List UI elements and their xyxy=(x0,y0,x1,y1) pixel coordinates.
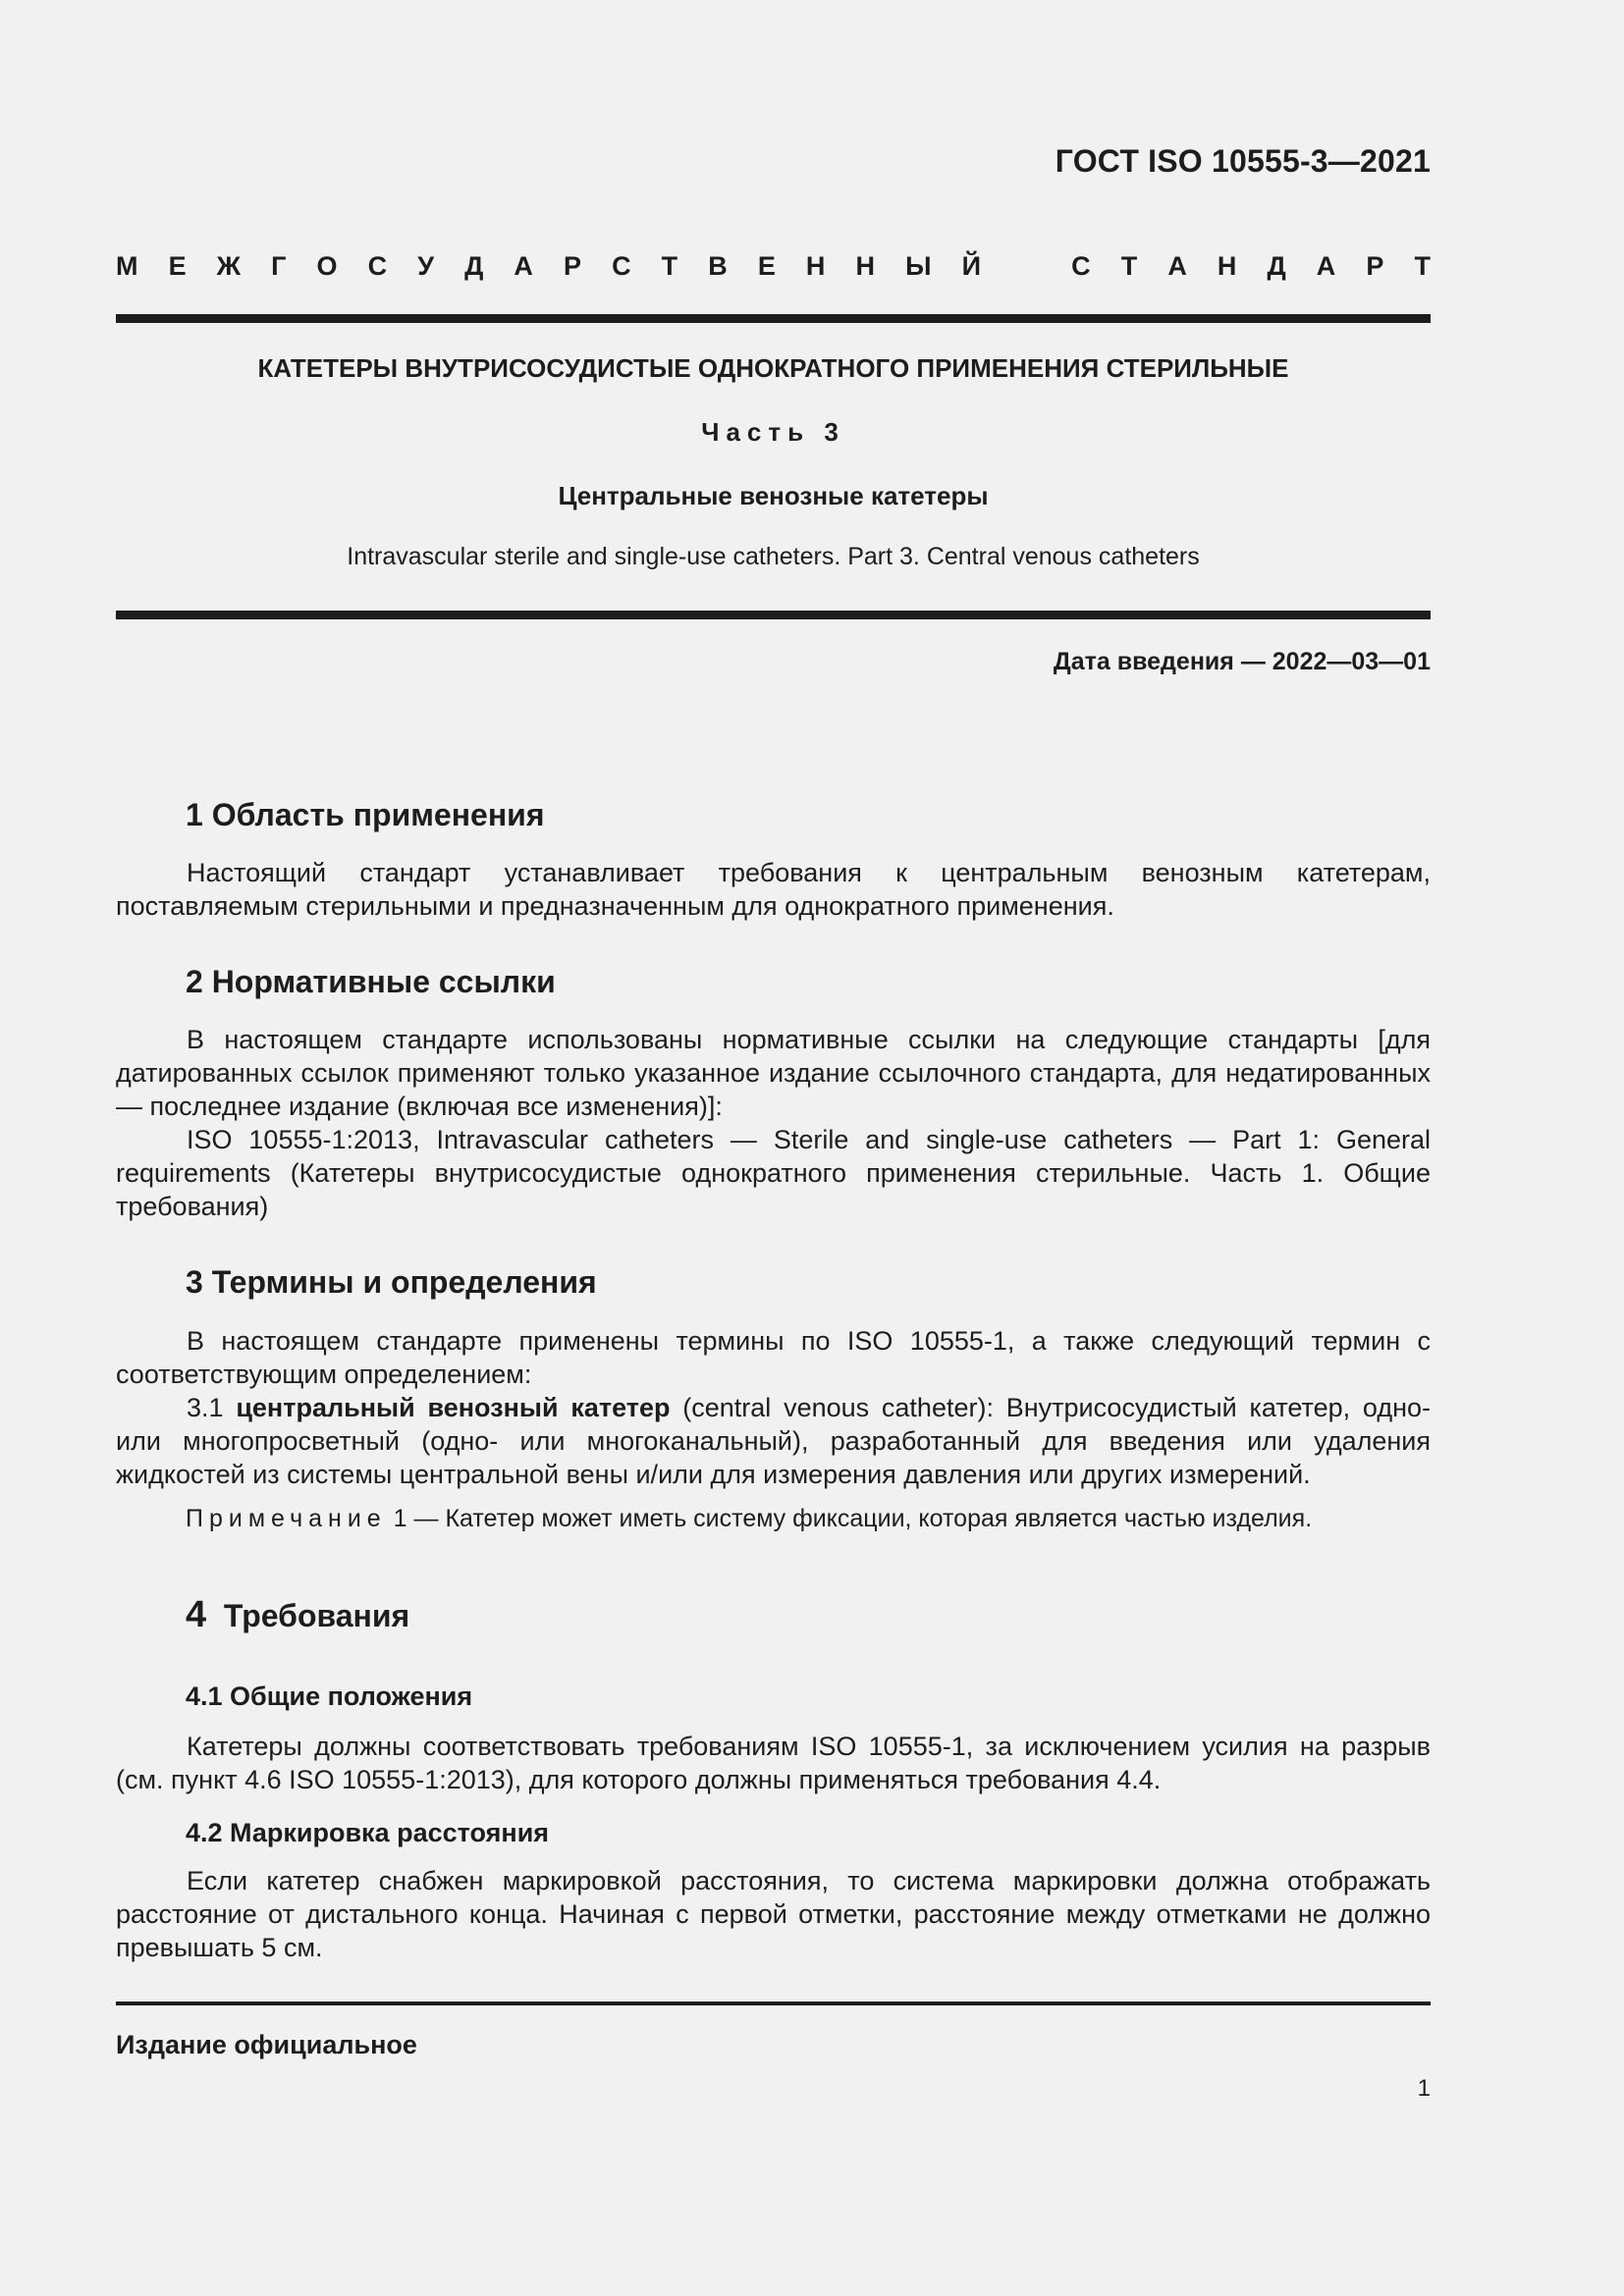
paragraph: Если катетер снабжен маркировкой расстояния, то система маркировки должна отображать расстояние от дистального конца. Начиная с первой отметки, расстояние между отметками не должно превышать 5 см. xyxy=(116,1866,1431,1962)
footer-rule xyxy=(116,2002,1431,2005)
interstate-word-letter: У xyxy=(417,251,435,281)
paragraph: Настоящий стандарт устанавливает требования к центральным венозным катетерам, поставляемым стерильными и предназначенным для однократного применения. xyxy=(116,858,1431,921)
standard-word-letter: А xyxy=(1316,251,1336,281)
page-number: 1 xyxy=(1417,2075,1431,2102)
note-label: Примечание xyxy=(186,1505,387,1532)
gost-code: ГОСТ ISO 10555-3—2021 xyxy=(1055,143,1431,179)
term-definition xyxy=(116,1391,1431,1491)
english-title: Intravascular sterile and single-use catheters. Part 3. Central venous catheters xyxy=(347,543,1200,570)
interstate-word-letter: Р xyxy=(564,251,582,281)
interstate-word-letter: Д xyxy=(464,251,484,281)
standard-word-letter: Т xyxy=(1120,251,1138,281)
interstate-word-letter: С xyxy=(612,251,631,281)
standard-word-letter: Р xyxy=(1366,251,1384,281)
interstate-word-letter: А xyxy=(514,251,533,281)
section-4-number: 4 xyxy=(186,1594,207,1635)
interstate-word-letter: Е xyxy=(168,251,187,281)
standard-word-letter: Н xyxy=(1217,251,1237,281)
note-text: 1 — Катетер может иметь систему фиксации, которая является частью изделия. xyxy=(386,1505,1313,1532)
standard-word-letter: Д xyxy=(1267,251,1286,281)
interstate-word-letter: Н xyxy=(855,251,875,281)
section-1-text xyxy=(116,856,1431,923)
interstate-word-letter: О xyxy=(316,251,338,281)
paragraph: В настоящем стандарте использованы нормативные ссылки на следующие стандарты [для датированных ссылок применяют только указанное издание ссылочного стандарта, для недатированных — последнее издание (включая все изменения)]: xyxy=(116,1025,1431,1121)
section-2-text xyxy=(116,1023,1431,1223)
part-label: Часть 3 xyxy=(701,417,845,447)
interstate-word-letter: Г xyxy=(271,251,287,281)
section-2-heading: 2 Нормативные ссылки xyxy=(186,964,556,999)
term-number: 3.1 xyxy=(187,1393,237,1422)
reference-entry: ISO 10555-1:2013, Intravascular catheters — Sterile and single-use catheters — Part 1: General requirements (Катетеры внутрисосудистые однократного применения стерильные. Часть 1. Общие требования) xyxy=(116,1125,1431,1221)
subsection-4-1-heading: 4.1 Общие положения xyxy=(186,1682,473,1711)
interstate-word-letter: Ы xyxy=(905,251,932,281)
section-4-heading xyxy=(186,1594,409,1636)
interstate-word-letter: Е xyxy=(757,251,776,281)
section-3-text xyxy=(116,1324,1431,1491)
interstate-word-letter: С xyxy=(367,251,388,281)
standard-word-letter: А xyxy=(1167,251,1187,281)
paragraph: Катетеры должны соответствовать требованиям ISO 10555-1, за исключением усилия на разрыв (см. пункт 4.6 ISO 10555-1:2013), для которого должны применяться требования 4.4. xyxy=(116,1732,1431,1794)
interstate-word-letter: Н xyxy=(805,251,826,281)
standard-subtitle: Центральные венозные катетеры xyxy=(558,481,989,510)
subsection-4-2-text xyxy=(116,1864,1431,1964)
title-rule-bottom xyxy=(116,611,1431,619)
standard-word-letter: Т xyxy=(1414,251,1431,281)
subsection-4-2-heading: 4.2 Маркировка расстояния xyxy=(186,1818,550,1847)
term-definition-text: (central venous catheter): Внутрисосудистый катетер, одно- или многопросветный (одно- или многоканальный), разработанный для введения или удаления жидкостей из системы центральной вены и/или для измерения давления или других измерений. xyxy=(116,1393,1431,1489)
word-gap xyxy=(1011,251,1041,282)
intro-date: Дата введения — 2022—03—01 xyxy=(1053,648,1431,675)
section-1-heading: 1 Область применения xyxy=(186,797,545,832)
term-name: центральный венозный катетер xyxy=(236,1393,671,1422)
subsection-4-1-text xyxy=(116,1730,1431,1796)
interstate-word-letter: В xyxy=(708,251,728,281)
standard-title: КАТЕТЕРЫ ВНУТРИСОСУДИСТЫЕ ОДНОКРАТНОГО ПРИМЕНЕНИЯ СТЕРИЛЬНЫЕ xyxy=(257,353,1289,383)
paragraph: В настоящем стандарте применены термины по ISO 10555-1, а также следующий термин с соответствующим определением: xyxy=(116,1326,1431,1389)
interstate-word-letter: Т xyxy=(661,251,678,281)
official-edition-label: Издание официальное xyxy=(116,2030,417,2059)
note xyxy=(186,1505,1431,1533)
interstate-word-letter: М xyxy=(116,251,138,281)
standard-word-letter: С xyxy=(1071,251,1091,281)
interstate-standard-banner xyxy=(116,251,1431,282)
section-3-heading: 3 Термины и определения xyxy=(186,1264,597,1300)
section-4-title: Требования xyxy=(223,1598,410,1633)
title-rule-top xyxy=(116,314,1431,323)
interstate-word-letter: Й xyxy=(961,251,981,281)
interstate-word-letter: Ж xyxy=(216,251,242,281)
